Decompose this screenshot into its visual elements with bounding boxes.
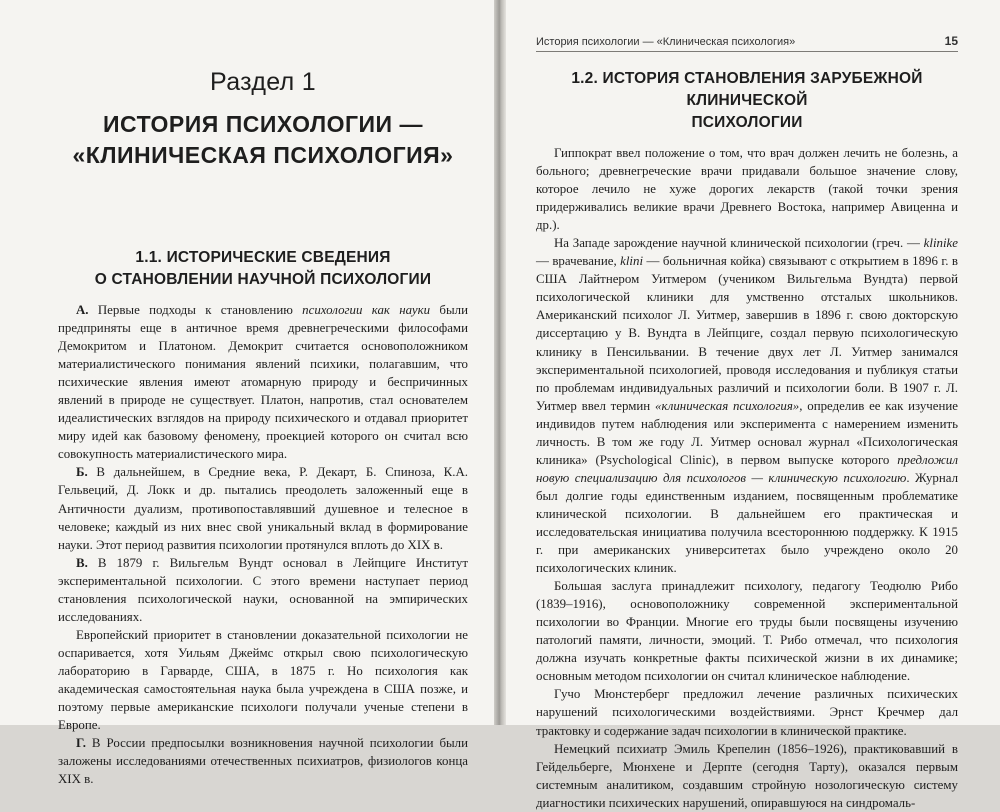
- paragraph-europe: [58, 626, 468, 734]
- witmer-italic-klini: klini: [620, 254, 644, 269]
- section-title-line-2: «КЛИНИЧЕСКАЯ ПСИХОЛОГИЯ»: [72, 142, 454, 168]
- paragraph-b-text: В дальнейшем, в Средние века, Р. Декарт, Б. Спиноза, К.А. Гельвеций, Д. Локк и др. пытались преодолеть заложенный еще в Античности дуализм, противопоставлявший душевное и телесное в человеке; каждый из них внес свой уникальный вклад в формирование науки. Этот период развития психологии протянулся вплоть до XIX в.: [58, 465, 468, 552]
- paragraph-munsterberg: Гучо Мюнстерберг предложил лечение различных психических нарушений психологическими воздействиями. Эрнст Кречмер дал трактовку и содержание задач психологии в клинической практике.: [536, 687, 958, 738]
- section-title-line-1: ИСТОРИЯ ПСИХОЛОГИИ —: [103, 111, 423, 137]
- paragraph-b: [58, 463, 468, 553]
- paragraph-a-label: А.: [76, 303, 89, 317]
- paragraph-hippocrates: Гиппократ ввел положение о том, что врач должен лечить не болезнь, а больного; древнегреческие врачи придавали большое значение слову, которое лечило не хуже дорогих лекарств (такой точки зрения придерживались великие врачи Древнего Востока, например Авиценна и др.).: [536, 146, 958, 233]
- section-number: Раздел 1: [210, 68, 316, 96]
- running-head: [536, 34, 958, 52]
- right-page: [506, 0, 1000, 810]
- right-section-title: [536, 68, 958, 134]
- paragraph-g-label: Г.: [76, 736, 86, 751]
- book-gutter: [494, 0, 506, 725]
- paragraph-kraepelin: Немецкий психиатр Эмиль Крепелин (1856–1926), практиковавший в Гейдельберге, Мюнхене и Дерпте (сегодня Тарту), оказался первым системным аналитиком, создавшим стройную нозологическую систему диагностики психических нарушений, опиравшуюся на синдромаль-: [536, 741, 958, 810]
- paragraph-v-text: В 1879 г. Вильгельм Вундт основал в Лейпциге Институт экспериментальной психологии. С этого времени наступает период становления психологической науки, основанной на эмпирических исследованиях.: [58, 555, 468, 624]
- paragraph-witmer: [536, 234, 958, 577]
- subsection-title-line-1: 1.1. ИСТОРИЧЕСКИЕ СВЕДЕНИЯ: [135, 249, 391, 266]
- left-page: [0, 0, 494, 787]
- paragraph-a-text-2: были предприняты еще в античное время древнегреческими философами Демокритом и Платоном. Демокрит считается основоположником материалистического понимания явлений психики, полагавшим, что психические явления имеют атомарную природу и беспричинных явлений в природе не существует. Платон, напротив, стал основателем идеалистических взглядов на природу психического и отдавал приоритет миру идей как базовому феномену, проекцией которого он считал всю совокупность материалистического мира.: [58, 303, 468, 462]
- witmer-italic-term: «клиническая психология»: [655, 398, 800, 413]
- paragraph-a: [58, 301, 468, 463]
- witmer-text-1: На Западе зарождение научной клинической психологии (греч. —: [554, 236, 924, 251]
- page-number: 15: [944, 34, 958, 48]
- witmer-text-4: , определив ее как изучение индивидов путем наблюдения или эксперимента с намерением изменить личность. В том же году Л. Уитмер основал журнал «Психологическая клиника» (Psychological Clinic), в первом выпуске которого: [536, 398, 959, 467]
- paragraph-g: [58, 734, 468, 788]
- paragraph-b-label: Б.: [76, 465, 88, 480]
- witmer-text-5: . Журнал был долгие годы единственным изданием, посвященным проблематике клинической психологии. В дальнейшем его практическая и исследовательская инициатива получила всестороннюю поддержку. К 1915 г. при американских университетах было учреждено около 20 психологических клиник.: [536, 470, 958, 576]
- witmer-italic-klinike: klinike: [923, 236, 958, 251]
- paragraph-v: [58, 554, 468, 626]
- subsection-title: [58, 247, 468, 291]
- paragraph-a-italic: психологии как науки: [302, 303, 431, 317]
- subsection-title-line-2: О СТАНОВЛЕНИИ НАУЧНОЙ ПСИХОЛОГИИ: [94, 271, 432, 288]
- paragraph-v-label: В.: [76, 555, 88, 570]
- paragraph-ribot: Большая заслуга принадлежит психологу, педагогу Теодюлю Рибо (1839–1916), основоположнику современной экспериментальной психологии во Франции. Многие его труды были посвящены изучению патологий памяти, личности, эмоций. Т. Рибо отмечал, что психология должна изучать конкретные факты психической жизни в их динамике; основным методом психологии он считал клиническое наблюдение.: [536, 579, 958, 684]
- right-section-title-line-1: 1.2. ИСТОРИЯ СТАНОВЛЕНИЯ ЗАРУБЕЖНОЙ КЛИНИЧЕСКОЙ: [571, 70, 923, 109]
- paragraph-a-text-1: Первые подходы к становлению: [88, 303, 303, 317]
- witmer-text-3: — больничная койка) связывают с открытием в 1896 г. в США Лайтнером Уитмером (учеником Вильгельма Вундта) первой психологической клиники для умственно отсталых школьников. Американский психолог Л. Уитмер, завершив в 1896 г. свою докторскую диссертацию у В. Вундта в Лейпциге, создал первую психологическую клинику в Пенсильвании. В течение двух лет Л. Уитмер занимался экспериментальной психологией, проводя исследования и публикуя статьи по проблемам индивидуальных различий и психологии боли. В 1907 г. Л. Уитмер ввел термин: [536, 254, 958, 413]
- paragraph-g-text: В России предпосылки возникновения научной психологии были заложены исследованиями отечественных психиатров, физиологов конца XIX в.: [58, 736, 468, 787]
- witmer-text-2: — врачевание,: [536, 254, 621, 269]
- paragraph-europe-text: Европейский приоритет в становлении доказательной психологии не оспаривается, хотя Уильям Джеймс открыл свою психологическую лабораторию в Гарварде, США, в 1875 г. Но психология как академическая самостоятельная наука была учреждена в США позже, и поэтому первые американские психологи получали ученые степени в Европе.: [58, 627, 468, 733]
- witmer-italic-specialization: предложил новую специализацию для психологов — клиническую психологию: [536, 452, 958, 485]
- section-title: [58, 109, 468, 171]
- running-head-title: История психологии — «Клиническая психология»: [536, 36, 796, 48]
- right-section-title-line-2: ПСИХОЛОГИИ: [691, 114, 803, 131]
